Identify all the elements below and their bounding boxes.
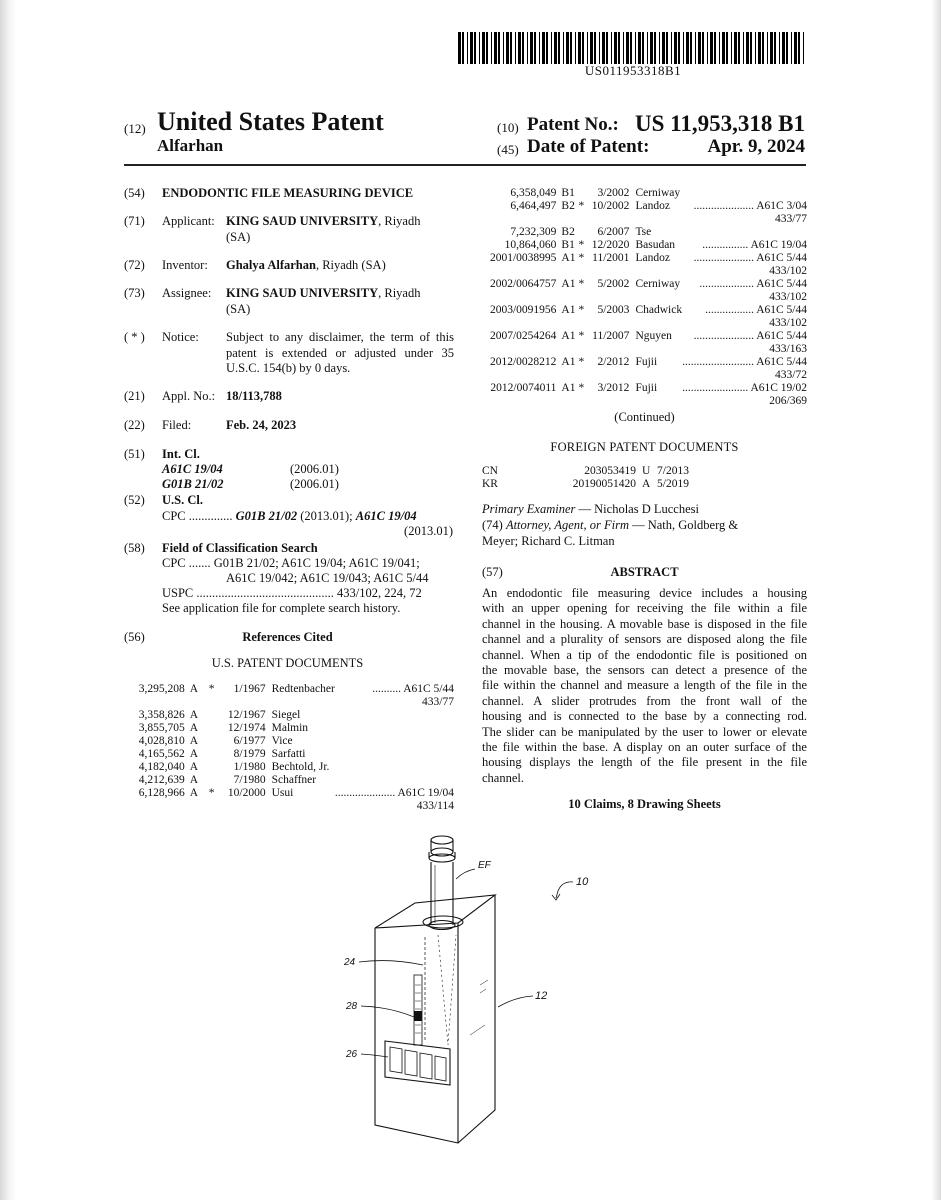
- reference-row-cont: [482, 265, 807, 278]
- ref-class: [335, 709, 454, 722]
- ref-date: 3/2012: [597, 382, 630, 394]
- ref-date: 12/1967: [227, 709, 266, 721]
- notice-code: ( * ): [124, 330, 145, 344]
- label-24: 24: [344, 957, 356, 968]
- reference-row-cont: [482, 317, 807, 330]
- applicant: [226, 214, 420, 230]
- filed-code: (22): [124, 418, 145, 432]
- ref-number: 6,464,497: [510, 200, 557, 212]
- ref-kind: A: [189, 774, 199, 786]
- foreign-kind: A: [642, 478, 651, 490]
- ref-number: 6,128,966: [138, 787, 185, 799]
- ref-date: 12/1974: [227, 722, 266, 734]
- abstract-text: [482, 586, 807, 786]
- filed-label: Filed:: [162, 418, 192, 432]
- patent-number: US 11,953,318 B1: [635, 111, 805, 136]
- ref-class: [335, 774, 454, 787]
- abstract-line: The slider can be manipulated by the user to lower or elevate: [482, 724, 807, 739]
- ref-star: *: [578, 200, 585, 212]
- ref-class: [335, 761, 454, 774]
- doc-type-title: United States Patent: [157, 107, 384, 136]
- ref-kind: A1: [561, 252, 576, 264]
- ref-class: ................. A61C 5/44: [705, 304, 807, 316]
- attorney-line: [482, 518, 738, 534]
- uscl-code: (52): [124, 493, 145, 507]
- attorney-label: Attorney, Agent, or Firm: [505, 518, 629, 532]
- ref-date: 5/2002: [597, 278, 630, 290]
- ref-name: Vice: [271, 735, 293, 747]
- page-edge-right: [931, 0, 941, 1200]
- cpc-line: [162, 509, 417, 525]
- ref-number: 2002/0064757: [489, 278, 557, 290]
- reference-row-cont: [482, 343, 807, 356]
- notice-text: [226, 330, 454, 377]
- ref-star: *: [208, 787, 215, 799]
- ref-star: [209, 761, 220, 774]
- ref-class-secondary: 433/102: [769, 317, 807, 329]
- ref-name: Siegel: [271, 709, 301, 721]
- ref-name: Schaffner: [271, 774, 317, 786]
- reference-row: [482, 278, 807, 291]
- reference-row: [124, 787, 454, 800]
- abstract-line: channel and a plurality of sensors are disposed along the file: [482, 632, 807, 647]
- applicant-code: (71): [124, 214, 145, 228]
- refs-code: (56): [124, 630, 145, 644]
- barcode-number: US011953318B1: [584, 63, 682, 78]
- ref-class-secondary: 433/102: [769, 265, 807, 277]
- us-refs-right: [482, 187, 807, 408]
- ref-class: ................ A61C 19/04: [702, 239, 807, 251]
- patent-date: Apr. 9, 2024: [707, 136, 805, 157]
- ref-name: Fujii: [635, 356, 658, 368]
- cpc-year-1: (2013.01);: [300, 509, 353, 523]
- notice-label: Notice:: [162, 330, 199, 344]
- reference-row-cont: [482, 291, 807, 304]
- ref-date: 10/2002: [591, 200, 630, 212]
- ref-name: Fujii: [635, 382, 658, 394]
- field-code: (58): [124, 541, 145, 555]
- reference-row: [124, 709, 454, 722]
- ref-star: [579, 187, 588, 200]
- field-label: Field of Classification Search: [162, 541, 318, 555]
- ref-kind: B2: [561, 226, 575, 238]
- field-line: CPC ....... G01B 21/02; A61C 19/04; A61C 19/041;: [162, 556, 420, 570]
- ref-star: [209, 709, 220, 722]
- ref-class-secondary: 433/77: [422, 696, 454, 708]
- ref-name: Bechtold, Jr.: [271, 761, 330, 773]
- foreign-number: 20190051420: [572, 478, 636, 490]
- field-line: USPC ............................................ 433/102, 224, 72: [162, 586, 422, 600]
- ref-class: ..................... A61C 3/04: [693, 200, 807, 212]
- ref-name: Sarfatti: [271, 748, 306, 760]
- ref-star: *: [578, 252, 585, 264]
- label-12: 12: [535, 990, 548, 1002]
- abstract-line: channel.: [482, 770, 524, 785]
- ref-number: 6,358,049: [510, 187, 557, 199]
- ref-name: Tse: [635, 226, 652, 238]
- cpc-label: CPC: [162, 509, 186, 523]
- ref-number: 2003/0091956: [489, 304, 557, 316]
- abstract-line: housing displays the length of the file present in the file: [482, 755, 807, 770]
- ref-class: [335, 722, 454, 735]
- ref-kind: A1: [561, 278, 576, 290]
- assignee: [226, 286, 420, 302]
- ref-number: 2012/0074011: [490, 382, 557, 394]
- ref-class: ..................... A61C 19/04: [334, 787, 454, 799]
- ref-star: *: [208, 683, 215, 695]
- applicant-name: KING SAUD UNIVERSITY: [226, 214, 379, 228]
- cpc-dots: ..............: [188, 509, 233, 523]
- inventor: [226, 258, 386, 274]
- abstract-line: channel. A slider protrudes from the front wall of the: [482, 693, 807, 708]
- field-line: A61C 19/042; A61C 19/043; A61C 5/44: [226, 571, 429, 585]
- ref-class-secondary: 433/77: [775, 213, 807, 225]
- intcl-year: (2006.01): [290, 477, 339, 491]
- reference-row: [482, 226, 807, 239]
- ref-number: 4,165,562: [138, 748, 185, 760]
- abstract-line: the movable base, the sensors can detect a presence of the: [482, 663, 807, 678]
- ref-kind: A1: [561, 330, 576, 342]
- ref-name: Basudan: [635, 239, 676, 251]
- ref-star: *: [578, 356, 585, 368]
- ref-number: 4,212,639: [138, 774, 185, 786]
- applicant-country: (SA): [226, 230, 251, 244]
- ref-star: *: [578, 278, 585, 290]
- ref-date: 6/1977: [233, 735, 266, 747]
- reference-row: [124, 683, 454, 696]
- ref-kind: A: [189, 787, 199, 799]
- notice-line: Subject to any disclaimer, the term of this: [226, 330, 454, 344]
- us-docs-label: U.S. PATENT DOCUMENTS: [211, 656, 364, 670]
- ref-kind: A: [189, 761, 199, 773]
- examiner-name: — Nicholas D Lucchesi: [575, 502, 699, 516]
- assignee-location: , Riyadh: [378, 286, 421, 300]
- ref-date: 7/1980: [233, 774, 266, 786]
- ref-name: Cerniway: [635, 278, 681, 290]
- foreign-row: [482, 478, 807, 491]
- ref-kind: A: [189, 683, 199, 695]
- date-label: Date of Patent:: [527, 136, 650, 157]
- ref-kind: B2: [561, 200, 575, 212]
- ref-class: ....................... A61C 19/02: [682, 382, 807, 394]
- attorney-code: (74): [482, 518, 503, 532]
- reference-row: [482, 252, 807, 265]
- ref-name: Malmin: [271, 722, 309, 734]
- ref-name: Landoz: [635, 200, 670, 212]
- barcode: [458, 32, 808, 64]
- ref-date: 3/2002: [597, 187, 630, 199]
- ref-star: *: [578, 330, 585, 342]
- ref-class: [335, 735, 454, 748]
- ref-class-secondary: 206/369: [769, 395, 807, 407]
- patent-no-label: Patent No.:: [527, 114, 619, 135]
- cpc-class-2: A61C 19/04: [355, 509, 417, 523]
- notice-line: patent is extended or adjusted under 35: [226, 345, 454, 360]
- ref-class-secondary: 433/72: [775, 369, 807, 381]
- filed-date: Feb. 24, 2023: [226, 418, 297, 432]
- continued-label: (Continued): [614, 410, 675, 424]
- ref-name: Redtenbacher: [271, 683, 335, 695]
- reference-row: [124, 761, 454, 774]
- ref-class-secondary: 433/163: [769, 343, 807, 355]
- ref-name: Cerniway: [635, 187, 681, 199]
- ref-kind: A: [189, 735, 199, 747]
- foreign-country: CN: [482, 465, 498, 477]
- reference-row-cont: [124, 696, 454, 709]
- reference-row: [124, 774, 454, 787]
- ref-number: 2012/0028212: [489, 356, 557, 368]
- abstract-line: channel in the housing. A movable base is disposed in the file: [482, 616, 807, 631]
- examiner-label: Primary Examiner: [482, 502, 576, 516]
- cpc-year-2: (2013.01): [404, 524, 453, 538]
- date-code: (45): [497, 142, 519, 157]
- reference-row-cont: [482, 213, 807, 226]
- appl-number: 18/113,788: [226, 389, 282, 403]
- refs-label: References Cited: [242, 630, 333, 644]
- ref-number: 4,182,040: [138, 761, 185, 773]
- ref-star: [209, 748, 220, 761]
- ref-name: Nguyen: [635, 330, 672, 342]
- ref-star: *: [578, 304, 585, 316]
- claims-info: 10 Claims, 8 Drawing Sheets: [568, 797, 721, 811]
- applicant-label: Applicant:: [162, 214, 215, 228]
- abstract-line: with an upper opening for receiving the file within a file: [482, 601, 807, 616]
- ref-date: 10/2000: [227, 787, 266, 799]
- foreign-date: 5/2019: [657, 478, 689, 490]
- inventor-name: Ghalya Alfarhan: [226, 258, 316, 272]
- page-edge-left: [0, 0, 16, 1200]
- assignee-country: (SA): [226, 302, 251, 316]
- reference-row: [482, 330, 807, 343]
- foreign-refs: [482, 465, 807, 491]
- ref-star: [209, 735, 220, 748]
- ref-date: 8/1979: [233, 748, 266, 760]
- ref-date: 5/2003: [597, 304, 630, 316]
- label-10: 10: [576, 876, 589, 888]
- reference-row: [124, 735, 454, 748]
- ref-star: [579, 226, 588, 239]
- ref-date: 2/2012: [597, 356, 630, 368]
- ref-class: [335, 748, 454, 761]
- ref-kind: B1: [561, 239, 575, 251]
- applicant-location: , Riyadh: [378, 214, 421, 228]
- reference-row: [482, 200, 807, 213]
- ref-number: 3,295,208: [138, 683, 185, 695]
- reference-row: [482, 304, 807, 317]
- abstract-line: the file within the base. A display on an outer surface of the: [482, 740, 807, 755]
- abstract-line: channel. When a tip of the endodontic file is positioned on: [482, 647, 807, 662]
- appl-label: Appl. No.:: [162, 389, 216, 403]
- ref-class: [682, 187, 807, 200]
- label-28: 28: [346, 1001, 358, 1012]
- abstract-code: (57): [482, 565, 503, 579]
- ref-star: [209, 774, 220, 787]
- ref-number: 10,864,060: [504, 239, 557, 251]
- intcl-label: Int. Cl.: [162, 447, 200, 461]
- foreign-kind: U: [642, 465, 651, 477]
- ref-kind: A1: [561, 382, 576, 394]
- label-26: 26: [346, 1049, 358, 1060]
- ref-star: *: [578, 382, 585, 394]
- abstract-line: file within the channel and measure a length of the file in the: [482, 678, 807, 693]
- patent-no-code: (10): [497, 120, 519, 135]
- ref-kind: A: [189, 709, 199, 721]
- intcl-class: G01B 21/02: [162, 477, 224, 491]
- reference-row-cont: [482, 369, 807, 382]
- housing-drawing: [375, 895, 495, 1143]
- doc-type-code: (12): [124, 121, 146, 136]
- ref-name: Chadwick: [635, 304, 683, 316]
- header-rule: [124, 164, 806, 166]
- ref-date: 11/2001: [592, 252, 630, 264]
- ref-date: 1/1967: [233, 683, 266, 695]
- ref-class-secondary: 433/102: [769, 291, 807, 303]
- reference-row: [482, 356, 807, 369]
- ref-name: Landoz: [635, 252, 670, 264]
- uscl-label: U.S. Cl.: [162, 493, 203, 507]
- ref-date: 6/2007: [597, 226, 630, 238]
- ref-kind: A: [189, 722, 199, 734]
- ref-number: 4,028,810: [138, 735, 185, 747]
- ref-kind: A: [189, 748, 199, 760]
- abstract-label: ABSTRACT: [610, 565, 679, 579]
- ref-name: Usui: [271, 787, 294, 799]
- ref-class: ......................... A61C 5/44: [682, 356, 807, 368]
- reference-row: [482, 239, 807, 252]
- intcl-code: (51): [124, 447, 145, 461]
- ref-class-secondary: 433/114: [416, 800, 454, 812]
- abstract-line: housing and is connected to the base by a connecting rod.: [482, 709, 807, 724]
- foreign-country: KR: [482, 478, 498, 490]
- field-line: See application file for complete search history.: [162, 601, 401, 615]
- ref-class: ..................... A61C 5/44: [693, 252, 807, 264]
- inventor-surname: Alfarhan: [157, 136, 224, 155]
- ref-star: [209, 722, 220, 735]
- label-ef: EF: [478, 860, 491, 871]
- assignee-label: Assignee:: [162, 286, 212, 300]
- ref-kind: B1: [561, 187, 575, 199]
- examiner-line: [482, 502, 699, 518]
- foreign-date: 7/2013: [657, 465, 689, 477]
- attorney-name-2: Meyer; Richard C. Litman: [482, 534, 615, 548]
- cpc-class-1: G01B 21/02: [235, 509, 298, 523]
- ref-date: 1/1980: [233, 761, 266, 773]
- reference-row: [124, 722, 454, 735]
- reference-row-cont: [124, 800, 454, 813]
- assignee-name: KING SAUD UNIVERSITY: [226, 286, 379, 300]
- foreign-row: [482, 465, 807, 478]
- patent-drawing: [330, 825, 610, 1150]
- foreign-docs-label: FOREIGN PATENT DOCUMENTS: [550, 440, 739, 454]
- notice-line: U.S.C. 154(b) by 0 days.: [226, 361, 351, 375]
- intcl-class: A61C 19/04: [162, 462, 223, 476]
- ref-class: [682, 226, 807, 239]
- inventor-code: (72): [124, 258, 145, 272]
- appl-code: (21): [124, 389, 145, 403]
- ref-class: ..................... A61C 5/44: [693, 330, 807, 342]
- ref-kind: A1: [561, 304, 576, 316]
- assignee-code: (73): [124, 286, 145, 300]
- ref-number: 2001/0038995: [489, 252, 557, 264]
- ref-class: ................... A61C 5/44: [699, 278, 807, 290]
- ref-class: .......... A61C 5/44: [372, 683, 454, 695]
- reference-row: [482, 187, 807, 200]
- reference-row: [482, 382, 807, 395]
- inventor-label: Inventor:: [162, 258, 208, 272]
- reference-row-cont: [482, 395, 807, 408]
- ref-number: 3,855,705: [138, 722, 185, 734]
- abstract-line: An endodontic file measuring device includes a housing: [482, 586, 807, 600]
- title-code: (54): [124, 186, 145, 200]
- intcl-year: (2006.01): [290, 462, 339, 476]
- inventor-location: , Riyadh (SA): [315, 258, 386, 272]
- ref-number: 2007/0254264: [489, 330, 557, 342]
- ref-kind: A1: [561, 356, 576, 368]
- ref-star: *: [578, 239, 585, 251]
- us-refs-left: [124, 683, 454, 813]
- ref-number: 7,232,309: [510, 226, 557, 238]
- ref-number: 3,358,826: [138, 709, 185, 721]
- attorney-name: — Nath, Goldberg &: [628, 518, 739, 532]
- foreign-number: 203053419: [584, 465, 636, 477]
- reference-row: [124, 748, 454, 761]
- ref-date: 11/2007: [592, 330, 630, 342]
- ref-date: 12/2020: [591, 239, 630, 251]
- patent-title: ENDODONTIC FILE MEASURING DEVICE: [162, 186, 414, 200]
